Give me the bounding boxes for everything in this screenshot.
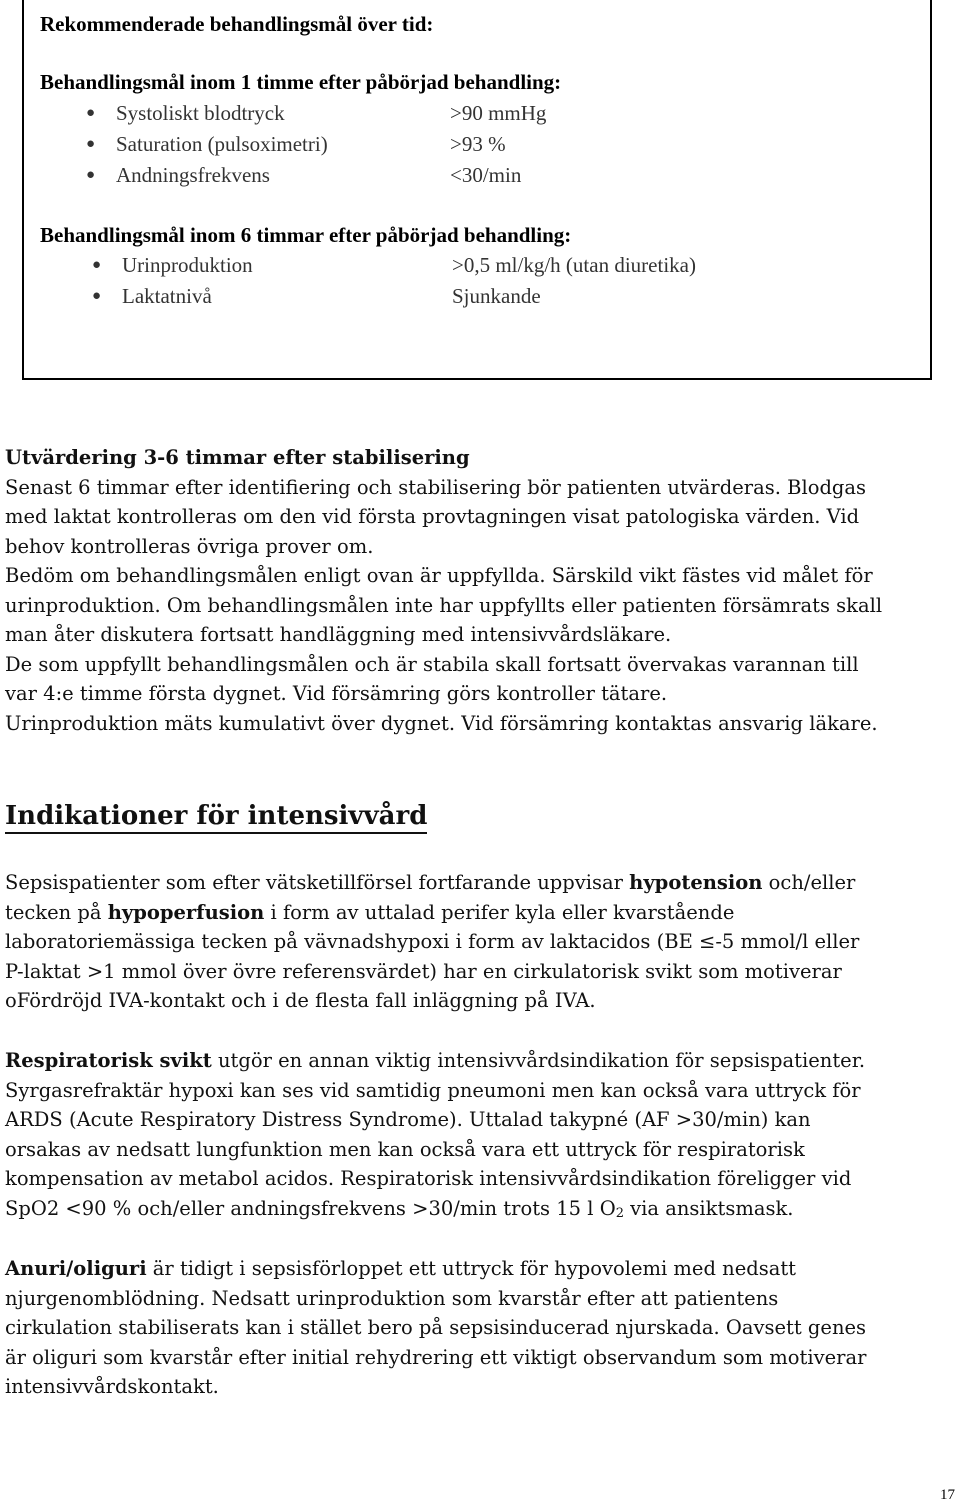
text-line: Senast 6 timmar efter identifiering och stabilisering bör patienten utvärderas. Blodgas (5, 475, 867, 499)
icu-paragraph-1: Sepsispatienter som efter vätsketillförsel fortfarande uppvisar hypotension och/eller tecken på hypoperfusion i form av uttalad perifer kyla eller kvarstående laboratoriemässiga tecken på vävnadshypoxi i form av laktacidos (BE ≤-5 mmol/l eller P-laktat >1 mmol över övre referensvärdet) har en cirkulatorisk svikt som motiverar oFördröjd IVA-kontakt och i de flesta fall inläggning på IVA. (5, 871, 860, 1012)
text-line: behov kontrolleras övriga prover om. (5, 534, 374, 558)
bullet-icon: ● (92, 288, 102, 304)
text-line: Bedöm om behandlingsmålen enligt ovan är uppfyllda. Särskild vikt fästes vid målet för (5, 564, 873, 587)
text-line: var 4:e timme första dygnet. Vid försämring görs kontroller tätare. (5, 682, 668, 705)
text-line: Urinproduktion mäts kumulativt över dygnet. Vid försämring kontaktas ansvarig läkare. (5, 711, 878, 735)
bullet-icon: ● (86, 105, 96, 121)
goal-row: ● Systoliskt blodtryck >90 mmHg (86, 101, 547, 125)
goal-row: ● Andningsfrekvens <30/min (86, 163, 522, 187)
bullet-icon: ● (92, 257, 102, 273)
page-number: 17 (940, 1487, 955, 1503)
text-line: man åter diskutera fortsatt handläggning med intensivvårdsläkare. (5, 623, 672, 646)
icu-heading: Indikationer för intensivvård (5, 801, 427, 834)
text-line: med laktat kontrolleras om den vid första provtagningen visat patologiska värden. Vid (5, 505, 860, 528)
treatment-goals-box (22, 0, 932, 380)
bullet-icon: ● (86, 167, 96, 183)
group2-title: Behandlingsmål inom 6 timmar efter påbörjad behandling: (40, 223, 572, 247)
group1-title: Behandlingsmål inom 1 timme efter påbörjad behandling: (40, 70, 562, 94)
goal-row: ● Saturation (pulsoximetri) >93 % (86, 132, 506, 156)
icu-paragraph-3: Anuri/oliguri är tidigt i sepsisförloppet ett uttryck för hypovolemi med nedsatt njurgenomblödning. Nedsatt urinproduktion som kvarstår efter att patientens cirkulation stabiliserats kan i stället bero på sepsisinducerad njurskada. Oavsett genes är oliguri som kvarstår efter initial rehydrering ett viktigt observandum som motiverar intensivvårdskontakt. (5, 1257, 867, 1398)
text-line: urinproduktion. Om behandlingsmålen inte har uppfyllts eller patienten försämrats skall (5, 593, 883, 617)
box-title: Rekommenderade behandlingsmål över tid: (40, 12, 434, 36)
goal-row: ● Laktatnivå Sjunkande (92, 284, 541, 308)
evaluation-section (5, 443, 960, 738)
goal-row: ● Urinproduktion >0,5 ml/kg/h (utan diuretika) (92, 253, 696, 277)
evaluation-heading: Utvärdering 3-6 timmar efter stabilisering (5, 446, 470, 469)
bullet-icon: ● (86, 136, 96, 152)
text-line: De som uppfyllt behandlingsmålen och är stabila skall fortsatt övervakas varannan till (5, 652, 859, 676)
icu-paragraph-2: Respiratorisk svikt utgör en annan viktig intensivvårdsindikation för sepsispatienter. Syrgasrefraktär hypoxi kan ses vid samtidig pneumoni men kan också vara uttryck för ARDS (Acute Respiratory Distress Syndrome). Uttalad takypné (AF >30/min) kan orsakas av nedsatt lungfunktion men kan också vara ett uttryck för respiratorisk kompensation av metabol acidos. Respiratorisk intensivvårdsindikation föreligger vid SpO2 <90 % och/eller andningsfrekvens >30/min trots 15 l $O_2$ via ansiktsmask. (5, 1049, 866, 1221)
